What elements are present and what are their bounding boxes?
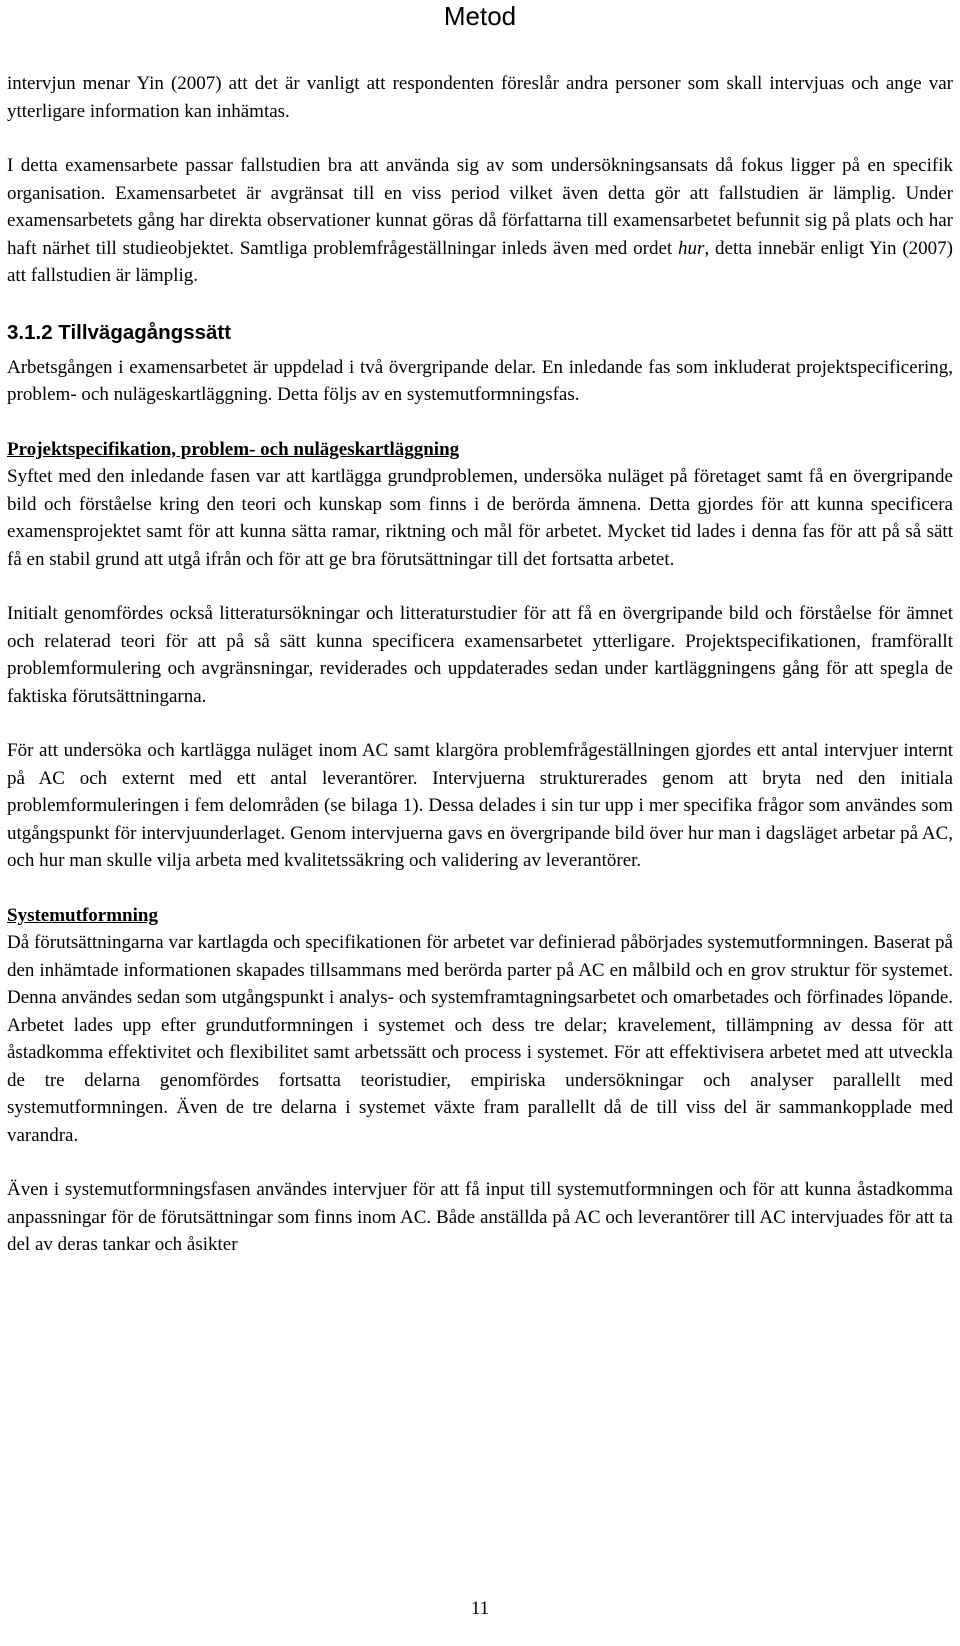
paragraph-intervjuer: För att undersöka och kartlägga nuläget inom AC samt klargöra problemfrågeställningen gjordes ett antal intervjuer internt på AC och externt med ett antal leverantörer. Intervjuerna strukturerades genom att bryta ned den initiala problemformuleringen i fem delområden (se bilaga 1). Dessa delades i sin tur upp i mer specifika frågor som användes som utgångspunkt för intervjuunderlaget. Genom intervjuerna gavs en övergripande bild över hur man i dagsläget arbetar på AC, och hur man skulle vilja arbeta med kvalitetssäkring och validering av leverantörer. bbox=[7, 740, 953, 871]
paragraph-systemutformning: Då förutsättningarna var kartlagda och specifikationen för arbetet var definierad påbörjades systemutformningen. Baserat på den inhämtade informationen skapades tillsammans med berörda parter på AC en målbild och en grov struktur för systemet. Denna användes sedan som utgångspunkt i analys- och systemframtagningsarbetet och omarbetades och förfinades löpande. Arbetet lades upp efter grundutformningen i systemet och dess tre delar; kravelement, tillämpning av dessa för att åstadkomma effektivitet och flexibilitet samt arbetssätt och process i systemet. För att effektivisera arbetet med att utveckla de tre delarna genomfördes fortsatta teoristudier, empiriska undersökningar och analyser parallellt med systemutformningen. Även de tre delarna i systemet växte fram parallellt då de till viss del är sammankopplade med varandra. bbox=[7, 932, 953, 1146]
paragraph-litteratur: Initialt genomfördes också litteratursökningar och litteraturstudier för att få en övergripande bild och förståelse för ämnet och relaterad teori för att på så sätt kunna specificera examensarbetet ytterligare. Projektspecifikationen, framförallt problemformulering och avgränsningar, reviderades och uppdaterades sedan under kartläggningens gång för att spegla de faktiska förutsättningarna. bbox=[7, 603, 953, 707]
page-number: 11 bbox=[470, 1598, 490, 1619]
paragraph-workflow: Arbetsgången i examensarbetet är uppdelad i två övergripande delar. En inledande fas som inkluderat projektspecificering, problem- och nulägeskartläggning. Detta följs av en systemutformningsfas. bbox=[7, 356, 953, 405]
subheading-projektspecifikation: Projektspecifikation, problem- och nulägeskartläggning bbox=[7, 438, 460, 460]
subsection-systemutformning bbox=[7, 902, 953, 1150]
paragraph-case-study-text-b: , detta innebär enligt Yin (2007) att fallstudien är lämplig. bbox=[7, 237, 953, 286]
paragraph-intro: intervjun menar Yin (2007) att det är vanligt att respondenten föreslår andra personer som skall intervjuas och ange var ytterligare information kan inhämtas. bbox=[7, 73, 953, 122]
section-heading: 3.1.2 Tillvägagångssätt bbox=[7, 320, 232, 344]
paragraph-systemutformningsfas: Även i systemutformningsfasen användes intervjuer för att få input till systemutformningen och för att kunna åstadkomma anpassningar för de förutsättningar som finns inom AC. Både anställda på AC och leverantörer till AC intervjuades för att ta del av deras tankar och åsikter bbox=[7, 1179, 953, 1255]
emphasis-hur: hur bbox=[678, 237, 705, 259]
running-header: Metod bbox=[443, 1, 517, 31]
paragraph-case-study-text-a: I detta examensarbete passar fallstudien bra att använda sig av som undersökningsansats då fokus ligger på en specifik organisation. Examensarbetet är avgränsat till en viss period vilket även detta gör att fallstudien är lämplig. Under examensarbetets gång har direkta observationer kunnat göras då författarna till examensarbetet befunnit sig på plats och har haft närhet till studieobjektet. Samtliga problemfrågeställningar inleds även med ordet bbox=[7, 155, 953, 259]
paragraph-inledande-fas: Syftet med den inledande fasen var att kartlägga grundproblemen, undersöka nuläget på företaget samt få en övergripande bild och förståelse kring den teori och kunskap som finns i de berörda ämnena. Detta gjordes för att kunna specificera examensprojektet samt för att kunna sätta ramar, riktning och mål för arbetet. Mycket tid lades i denna fas för att på så sätt få en stabil grund att utgå ifrån och för att ge bra förutsättningar till det fortsatta arbetet. bbox=[7, 466, 953, 570]
subsection-projektspecifikation bbox=[7, 436, 953, 574]
subheading-systemutformning: Systemutformning bbox=[7, 904, 158, 926]
paragraph-case-study bbox=[7, 152, 953, 290]
document-body bbox=[7, 70, 953, 1259]
